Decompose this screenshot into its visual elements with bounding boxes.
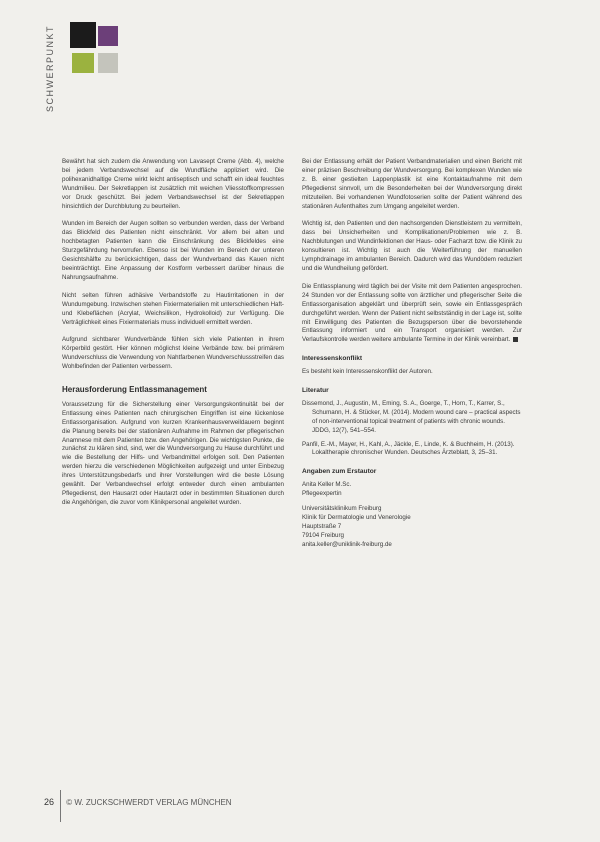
publisher-credit: © W. ZUCKSCHWERDT VERLAG MÜNCHEN	[66, 798, 232, 807]
author-name: Anita Keller M.Sc.	[302, 481, 352, 489]
body-paragraph: Bei der Entlassung erhält der Patient Verbandmaterialien und einen Bericht mit einer präzisen Beschreibung der Wundversorgung. Bei komplexen Wunden wie z. B. einer gestielten Lappenplastik ist eine Kontaktaufnahme mit dem Pflegedienst sinnvoll, um die Besonderheiten bei der Wundversorgung direkt mitzuteilen. Bei vorhandenen Wundfotoserien sollte der Patient während des stationären Aufenthaltes zum Umgang angeleitet werden.	[302, 158, 522, 210]
section-heading: Herausforderung Entlassmanagement	[62, 385, 207, 395]
body-paragraph: Wunden im Bereich der Augen sollten so verbunden werden, dass der Verband das Blickfeld des Patienten nicht einschränkt. Vor allem bei alten und hochbetagten Patienten kann die Einschränkung des Blickfeldes eine Sturzgefährdung hervorrufen. Ebenso ist bei Wunden im Bereich der unteren Gesichtshälfte zu berücksichtigen, dass der Wundverband das Kauen nicht beeinträchtigt. Eine Anpassung der Kostform verbessert darüber hinaus die Nahrungsaufnahme.	[62, 220, 284, 281]
conflict-heading: Interessenskonflikt	[302, 355, 363, 363]
reference-item: Panfil, E.-M., Mayer, H., Kahl, A., Jäckle, E., Linde, K. & Buchheim, H. (2013). Lokaltherapie chronischer Wunden. Deutsches Ärzteblatt, 3, 25–31.	[302, 440, 515, 457]
body-paragraph: Bewährt hat sich zudem die Anwendung von Lavasept Creme (Abb. 4), welche bei jedem Verbandswechsel auf die Wundfläche appliziert wird. Die polihexanidhaltige Creme wirkt leicht antiseptisch und schafft ein ideal feuchtes Wundmilieu. Der Sekretlappen ist zusätzlich mit weichen Vliesstoffkompressen vor Druck geschützt. Bei jedem Verbandswechsel ist der Sekretlappen hinsichtlich der Durchblutung zu beurteilen.	[62, 158, 284, 210]
conflict-text: Es besteht kein Interessenskonflikt der Autoren.	[302, 368, 433, 376]
author-title: Pflegeexpertin	[302, 490, 342, 498]
color-block-dark	[70, 22, 96, 48]
body-paragraph: Nicht selten führen adhäsive Verbandstoffe zu Hautirritationen in der Wundumgebung. Inzwischen stehen Fixiermaterialien mit unterschiedlichen Haft- und Klebeflächen (Acrylat, Weichsilikon, Hydrokolloid) zur Verfügung. Die Verträglichkeit eines Fixiermaterials muss individuell ermittelt werden.	[62, 291, 284, 326]
final-paragraph-text: Die Entlassplanung wird täglich bei der Visite mit dem Patienten angesprochen. 24 Stunden vor der Entlassung sollte von ärztlicher und pflegerischer Seite die Entlassorganisation abgeklärt und überprüft sein, sowie ein Entlassgespräch durchgeführt werden. Wenn der Patient nicht selbstständig in der Lage ist, sollte mit Einwilligung des Patienten die Bezugsperson über die bevorstehende Entlassung informiert und ein Transport organisiert werden. Zur Verlaufskontrolle werden weitere ambulante Termine in der Klinik vereinbart.	[302, 282, 522, 344]
end-of-article-mark	[513, 337, 518, 342]
color-block-green	[72, 53, 94, 73]
page-footer	[44, 797, 232, 807]
body-paragraph-final	[302, 283, 522, 345]
body-paragraph: Aufgrund sichtbarer Wundverbände fühlen sich viele Patienten in ihrem Körperbild gestört. Hier können möglichst kleine Verbände bzw. bei primärem Wundverschluss die Verwendung von Nahtfarbenen Wundverschlussstreifen das Wohlbefinden der Patienten verbessern.	[62, 336, 284, 371]
body-paragraph: Voraussetzung für die Sicherstellung einer Versorgungskontinuität bei der Entlassung eines Patienten nach chirurgischen Eingriffen ist eine lückenlose Entlassorganisation. Aufgrund von kurzen Krankenhausverweildauern beginnt die Planung bereits bei der stationären Aufnahme im Rahmen der pflegerischen Anamnese mit dem Patienten bzw. den Angehörigen. Die wichtigsten Punkte, die zunächst zu klären sind, sind, wer die Wundversorgung zu Hause durchführt und wie die Bestellung der Hilfs- und Verbandmittel erfolgen soll. Den Patienten werden hierzu die verschiedenen Möglichkeiten aufgezeigt und unter Einbezug ihres Unterstützungsbedarfs und ihrer Vorstellungen wird die beste Lösung gewählt. Der Verbandwechsel erfolgt entweder durch einen ambulanten Pflegedienst, den Hausarzt oder Hautarzt oder in bestimmten Situationen durch die Angehörigen, die zuvor vom Klinikpersonal angeleitet wurden.	[62, 400, 284, 506]
address-line: Universitätsklinikum Freiburg	[302, 505, 382, 513]
right-column	[302, 158, 522, 550]
color-block-purple	[98, 26, 118, 46]
address-line: 79104 Freiburg	[302, 531, 344, 539]
address-line: Hauptstraße 7	[302, 522, 342, 530]
color-block-gray	[98, 53, 118, 73]
left-column	[62, 158, 284, 517]
author-email[interactable]: anita.keller@uniklinik-freiburg.de	[302, 540, 392, 548]
address-line: Klinik für Dermatologie und Venerologie	[302, 514, 411, 521]
body-paragraph: Wichtig ist, den Patienten und den nachsorgenden Dienstleistern zu vermitteln, dass bei Unsicherheiten und Komplikationen/Problemen wie z. B. Nachblutungen und Wundinfektionen der Haus- oder Facharzt bzw. die Klinik zu konsultieren ist. Wichtig ist auch die Weiterführung der manuellen Lymphdrainage im ambulanten Bereich. Dadurch wird das Wundödem reduziert und die Wundheilung gefördert.	[302, 220, 522, 272]
author-address	[302, 505, 522, 550]
reference-item: Dissemond, J., Augustin, M., Eming, S. A., Goerge, T., Horn, T., Karrer, S., Schumann, H. & Stücker, M. (2014). Modern wound care – practical aspects of non-interventional topical treatment of patients with chronic wounds. JDDG, 12(7), 541–554.	[302, 399, 521, 434]
page-number: 26	[44, 797, 55, 807]
author-heading: Angaben zum Erstautor	[302, 468, 377, 476]
section-label: SCHWERPUNKT	[45, 24, 55, 112]
literature-heading: Literatur	[302, 387, 329, 395]
